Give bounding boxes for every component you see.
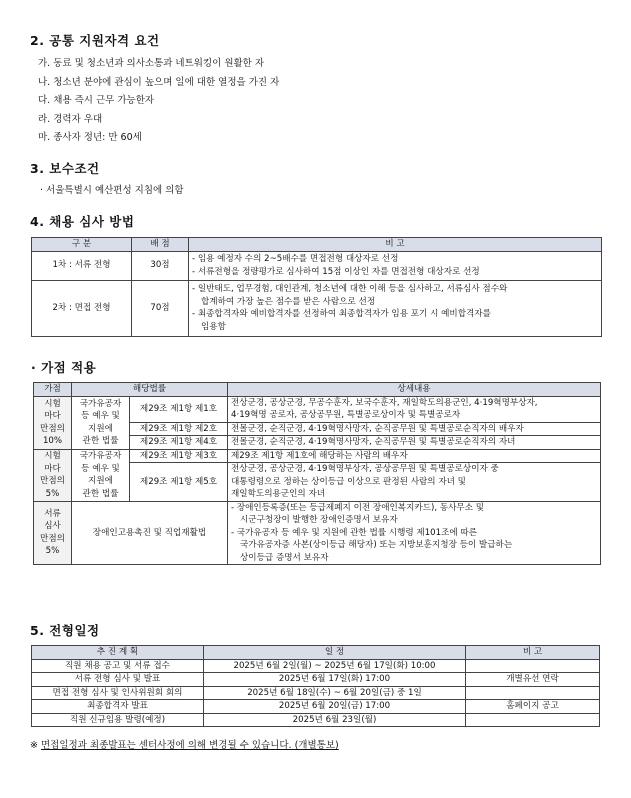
label-line: 만점의 [40, 423, 65, 434]
detail-line: 상이등급 증명서 보유자 [240, 552, 329, 563]
section-4-title: 4. 채용 심사 방법 [30, 214, 135, 229]
table-row [32, 280, 602, 336]
screening-score: 70점 [132, 280, 189, 336]
note-line: 임용함 [201, 321, 226, 332]
schedule-plan: 직원 신규임용 발령(예정) [32, 713, 204, 727]
header-date: 일 정 [204, 646, 466, 660]
header-score: 배 점 [132, 238, 189, 252]
bonus-title: · 가점 적용 [31, 360, 97, 375]
note-line: - 최종합격자와 예비합격자를 선정하여 최종합격자가 임용 포기 시 예비합격자를 [192, 309, 491, 319]
law-article: 제29조 제1항 제4호 [130, 436, 228, 450]
header-note: 비 고 [466, 646, 600, 660]
label-line: 시험 [44, 398, 61, 409]
bonus-table [33, 382, 601, 565]
note-line: 합계하여 가장 높은 점수를 받은 사람으로 선정 [201, 296, 376, 307]
label-line: 마다 [44, 411, 61, 421]
screening-score: 30점 [132, 251, 189, 280]
schedule-plan: 최종합격자 발표 [32, 700, 204, 714]
law-article: 제29조 제1항 제3호 [130, 449, 228, 463]
header-law: 해당법률 [72, 383, 228, 397]
table-row [32, 686, 600, 700]
label-line: 시험 [44, 451, 61, 461]
eligibility-item: 나. 청소년 분야에 관심이 높으며 일에 대한 열정을 가진 자 [38, 77, 280, 88]
schedule-note [466, 713, 600, 727]
law-name [72, 449, 130, 501]
law-article: 제29조 제1항 제2호 [130, 422, 228, 436]
note-line: - 임용 예정자 수의 2~5배수를 면접전형 대상자로 선정 [192, 254, 399, 264]
table-row [32, 659, 600, 673]
bonus-label [34, 449, 72, 501]
schedule-date: 2025년 6월 2일(월) ~ 2025년 6월 17일(화) 10:00 [204, 659, 466, 673]
law-line: 지원에 [88, 423, 113, 434]
schedule-date: 2025년 6월 23일(월) [204, 713, 466, 727]
detail-line: - 국가유공자 등 예우 및 지원에 관한 법률 시행령 제101조에 따른 [231, 527, 478, 538]
section-5-title: 5. 전형일정 [30, 623, 100, 638]
law-line: 지원에 [88, 476, 113, 486]
law-article: 제29조 제1항 제5호 [130, 463, 228, 502]
schedule-date: 2025년 6월 20일(금) 17:00 [204, 700, 466, 714]
header-bonus: 가점 [34, 383, 72, 397]
bonus-detail: 제29조 제1항 제1호에 해당하는 사람의 배우자 [228, 449, 601, 463]
table-row [34, 501, 601, 565]
table-row [32, 700, 600, 714]
schedule-plan: 서류 전형 심사 및 발표 [32, 673, 204, 687]
section-2-title: 2. 공통 지원자격 요건 [30, 33, 160, 48]
law-line: 등 예우 및 [81, 411, 120, 421]
label-line: 10% [42, 436, 63, 446]
bonus-detail: 전몰군경, 순직군경, 4·19혁명사망자, 순직공무원 및 특별공로순직자의 배우자 [228, 422, 601, 436]
header-detail: 상세내용 [228, 383, 601, 397]
label-line: 만점의 [40, 533, 65, 544]
label-line: 심사 [44, 521, 61, 532]
eligibility-item: 다. 채용 즉시 근무 가능한자 [38, 95, 155, 106]
detail-line: - 장애인등록증(또는 등급제폐지 이전 장애인복지카드), 동사무소 및 [231, 502, 485, 513]
detail-line: 대통령령으로 정하는 상이등급 이상으로 판정된 사람의 자녀 및 [231, 476, 466, 487]
table-header-row [32, 238, 602, 252]
label-line: 서류 [44, 508, 61, 519]
law-line: 국가유공자 [79, 398, 122, 409]
footnote [30, 737, 339, 751]
section-3-title: 3. 보수조건 [30, 161, 100, 176]
bonus-detail [228, 396, 601, 422]
detail-line: 4·19혁명 공로자, 공상공무원, 특별공로상이자 및 특별공로자 [231, 410, 461, 420]
law-line: 국가유공자 [79, 451, 122, 461]
law-article: 제29조 제1항 제1호 [130, 396, 228, 422]
schedule-table [31, 645, 600, 727]
footnote-text: 면접일정과 최종발표는 센터사정에 의해 변경될 수 있습니다. (개별통보) [41, 740, 339, 751]
screening-notes [189, 251, 602, 280]
label-line: 5% [45, 546, 60, 557]
salary-item: · 서울특별시 예산편성 지침에 의함 [40, 185, 184, 196]
bonus-label [34, 501, 72, 565]
schedule-note: 개별유선 연락 [466, 673, 600, 687]
label-line: 5% [45, 488, 60, 499]
table-header-row [34, 383, 601, 397]
note-line: - 서류전형을 정량평가로 심사하여 15점 이상인 자를 면접전형 대상자로 선정 [192, 266, 480, 277]
header-plan: 추 진 계 획 [32, 646, 204, 660]
schedule-plan: 면접 전형 심사 및 인사위원회 회의 [32, 686, 204, 700]
law-line: 등 예우 및 [81, 463, 120, 474]
screening-type: 1차 : 서류 전형 [32, 251, 132, 280]
footnote-mark: ※ [30, 740, 38, 751]
schedule-date: 2025년 6월 18일(수) ~ 6월 20일(금) 중 1일 [204, 686, 466, 700]
bonus-detail [228, 501, 601, 565]
detail-line: 국가유공자증 사본(상이등급 해당자) 또는 지방보훈지청장 등이 발급하는 [240, 540, 513, 550]
detail-line: 전상군경, 공상군경, 4·19혁명부상자, 공상공무원 및 특별공로상이자 중 [231, 464, 499, 474]
screening-type: 2차 : 면접 전형 [32, 280, 132, 336]
table-row [32, 713, 600, 727]
table-row [34, 449, 601, 463]
eligibility-item: 가. 동료 및 청소년과 의사소통과 네트워킹이 원활한 자 [38, 58, 265, 69]
screening-table [31, 237, 602, 337]
schedule-note [466, 686, 600, 700]
note-line: - 일반태도, 업무경험, 대인관계, 청소년에 대한 이해 등을 심사하고, 서류심사 점수와 [192, 284, 508, 294]
screening-notes [189, 280, 602, 336]
header-type: 구 분 [32, 238, 132, 252]
table-row [34, 396, 601, 422]
law-name [72, 396, 130, 449]
eligibility-item: 마. 종사자 정년: 만 60세 [38, 132, 142, 143]
label-line: 만점의 [40, 476, 65, 486]
bonus-label [34, 396, 72, 449]
detail-line: 재일학도의용군인의 자녀 [231, 489, 326, 499]
table-header-row [32, 646, 600, 660]
header-notes: 비 고 [189, 238, 602, 252]
eligibility-item: 라. 경력자 우대 [38, 114, 103, 125]
schedule-note: 홈페이지 공고 [466, 700, 600, 714]
law-line: 관한 법률 [82, 436, 119, 446]
schedule-note [466, 659, 600, 673]
schedule-date: 2025년 6월 17일(화) 17:00 [204, 673, 466, 687]
bonus-detail [228, 463, 601, 502]
law-line: 관한 법률 [82, 488, 119, 499]
label-line: 마다 [44, 463, 61, 474]
bonus-detail: 전몰군경, 순직군경, 4·19혁명사망자, 순직공무원 및 특별공로순직자의 자녀 [228, 436, 601, 450]
table-row [32, 673, 600, 687]
detail-line: 시군구청장이 발행한 장애인증명서 보유자 [240, 515, 398, 525]
law-name: 장애인고용촉진 및 직업재활법 [72, 501, 228, 565]
schedule-plan: 직원 채용 공고 및 서류 접수 [32, 659, 204, 673]
detail-line: 전상군경, 공상군경, 무공수훈자, 보국수훈자, 재일학도의용군인, 4·19혁명부상자, [231, 397, 538, 408]
table-row [32, 251, 602, 280]
